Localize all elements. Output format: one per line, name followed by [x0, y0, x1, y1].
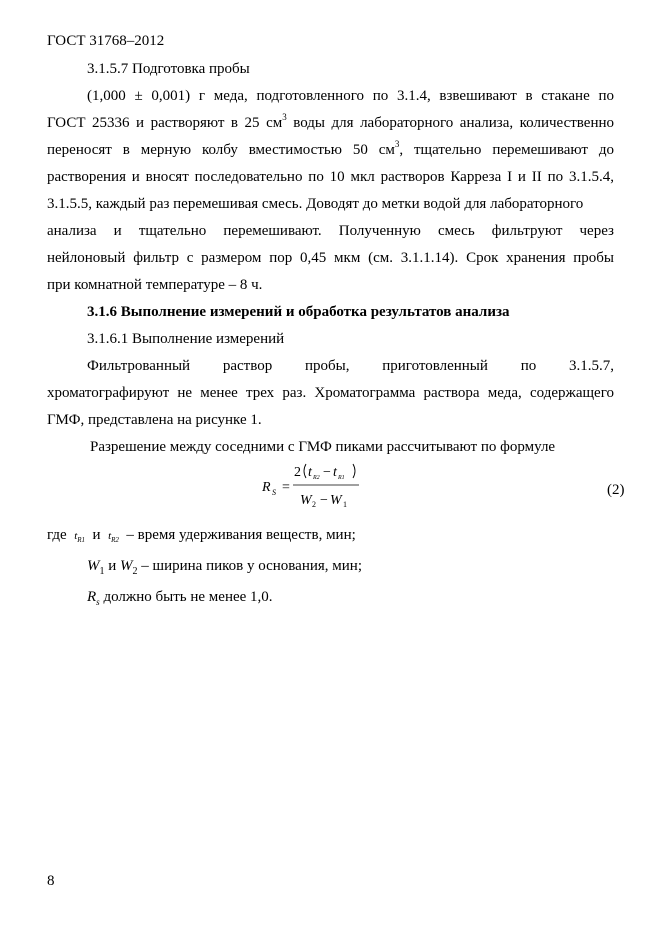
where-line-widths: $W_1$ и $W_2$ – ширина пиков у основания, мин;: [87, 558, 363, 577]
paragraph-line: переносят в мерную колбу вместимостью 50 $см^3$, тщательно перемешивают до: [47, 139, 615, 158]
paragraph-line: ГМФ, представлена на рисунке 1.: [47, 412, 262, 428]
formula-coef: 2: [294, 465, 301, 480]
formula-t-r2-sub: R2: [313, 475, 320, 481]
section-heading-3-1-5-7: 3.1.5.7 Подготовка пробы: [87, 61, 250, 77]
formula-equals: =: [282, 480, 290, 495]
paragraph-line: нейлоновый фильтр с размером пор 0,45 мкм (см. 3.1.1.14). Срок хранения пробы: [47, 250, 614, 266]
formula-t-r2: t: [308, 465, 312, 480]
formula-w1-sub: 1: [343, 500, 347, 509]
formula-lhs: R: [262, 480, 271, 495]
formula-w2: W: [300, 493, 312, 508]
formula-minus-top: −: [323, 465, 331, 480]
formula-t-r1: t: [333, 465, 337, 480]
right-paren: [353, 464, 355, 478]
paragraph-line: (1,000 ± 0,001) г меда, подготовленного по 3.1.4, взвешивают в стакане по: [87, 88, 614, 104]
standard-header: ГОСТ 31768–2012: [47, 33, 165, 49]
where-line-rs: $R_s$ должно быть не менее 1,0.: [87, 589, 273, 607]
formula-lhs-sub: S: [272, 488, 276, 497]
page-number: 8: [47, 873, 55, 889]
where-line-times: где $t_{R1}$ и $t_{R2}$ – время удерживания веществ, мин;: [47, 527, 356, 544]
formula-w2-sub: 2: [312, 500, 316, 509]
formula-number: (2): [607, 482, 625, 498]
section-heading-3-1-6-1: 3.1.6.1 Выполнение измерений: [87, 331, 285, 347]
paragraph-line: 3.1.5.5, каждый раз перемешивая смесь. Доводят до метки водой для лабораторного: [47, 196, 584, 212]
section-heading-3-1-6: 3.1.6 Выполнение измерений и обработка результатов анализа: [87, 304, 510, 320]
formula-t-r1-sub: R1: [338, 475, 345, 481]
paragraph-line: Фильтрованный раствор пробы, приготовленный по 3.1.5.7,: [87, 358, 614, 374]
formula-w1: W: [330, 493, 342, 508]
paragraph-line: ГОСТ 25336 и растворяют в 25 $см^3$ воды для лабораторного анализа, количественно: [47, 112, 614, 131]
paragraph-line: при комнатной температуре – 8 ч.: [47, 277, 263, 293]
left-paren: [304, 464, 306, 478]
paragraph-line: растворения и вносят последовательно по 10 мкл растворов Карреза I и II по 3.1.5.4,: [47, 169, 614, 185]
paragraph-line: анализа и тщательно перемешивают. Полученную смесь фильтруют через: [47, 223, 614, 239]
paragraph-line: хроматографируют не менее трех раз. Хроматограмма раствора меда, содержащего: [47, 385, 614, 401]
resolution-formula: [262, 458, 392, 518]
formula-minus-bottom: −: [320, 493, 328, 508]
formula-intro: Разрешение между соседними с ГМФ пиками рассчитывают по формуле: [90, 439, 556, 455]
